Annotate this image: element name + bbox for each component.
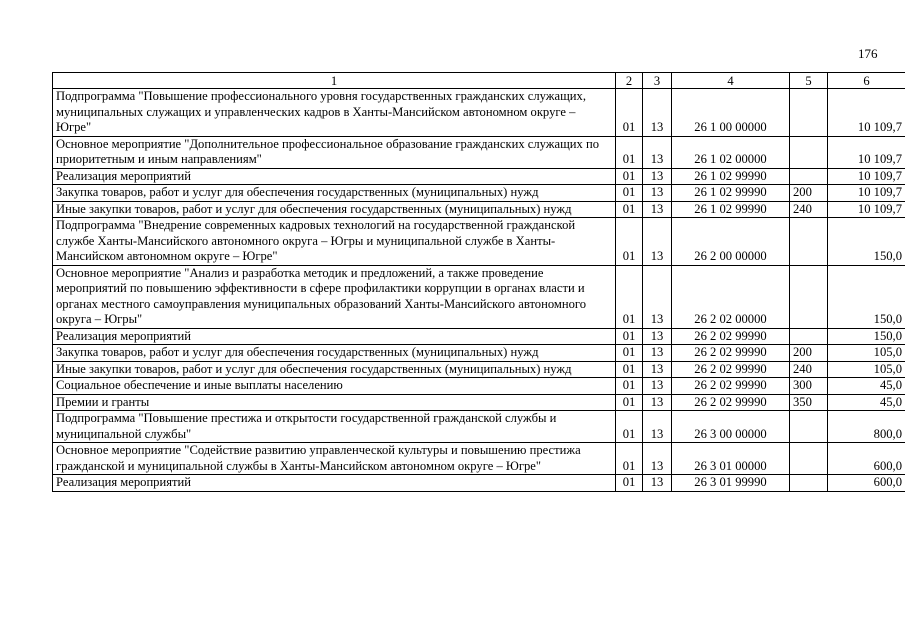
row-expense-type-cell: 350 xyxy=(790,394,828,411)
row-section-cell: 01 xyxy=(616,218,643,266)
table-row xyxy=(53,361,905,378)
row-subsection-cell: 13 xyxy=(643,185,672,202)
row-name-cell: Основное мероприятие "Анализ и разработка методик и предложений, а также проведение мероприятий по повышению эффективности в сфере профилактики коррупции в органах власти и органах местного самоуправления муниципальных образований Ханты-Мансийского автономного округа – Югры" xyxy=(53,265,616,328)
row-section-cell: 01 xyxy=(616,89,643,137)
column-header-6: 6 xyxy=(828,73,905,89)
row-section-cell: 01 xyxy=(616,185,643,202)
row-name-cell: Иные закупки товаров, работ и услуг для обеспечения государственных (муниципальных) нужд xyxy=(53,361,616,378)
column-header-4: 4 xyxy=(672,73,790,89)
row-section-cell: 01 xyxy=(616,328,643,345)
column-header-2: 2 xyxy=(616,73,643,89)
table-row xyxy=(53,185,905,202)
row-target-article-cell: 26 1 02 99990 xyxy=(672,185,790,202)
row-amount-cell: 105,0 xyxy=(828,361,905,378)
row-amount-cell: 10 109,7 xyxy=(828,201,905,218)
row-expense-type-cell xyxy=(790,89,828,137)
row-target-article-cell: 26 2 02 99990 xyxy=(672,345,790,362)
row-name-cell: Основное мероприятие "Содействие развитию управленческой культуры и повышению престижа гражданской и муниципальной службы в Ханты-Мансийском автономном округе – Югре" xyxy=(53,443,616,475)
row-target-article-cell: 26 2 02 99990 xyxy=(672,378,790,395)
row-name-cell: Иные закупки товаров, работ и услуг для обеспечения государственных (муниципальных) нужд xyxy=(53,201,616,218)
row-target-article-cell: 26 1 00 00000 xyxy=(672,89,790,137)
row-expense-type-cell: 240 xyxy=(790,361,828,378)
row-subsection-cell: 13 xyxy=(643,345,672,362)
row-expense-type-cell: 300 xyxy=(790,378,828,395)
row-expense-type-cell xyxy=(790,475,828,492)
row-subsection-cell: 13 xyxy=(643,411,672,443)
row-name-cell: Реализация мероприятий xyxy=(53,328,616,345)
table-row xyxy=(53,378,905,395)
row-expense-type-cell xyxy=(790,411,828,443)
row-subsection-cell: 13 xyxy=(643,361,672,378)
row-section-cell: 01 xyxy=(616,136,643,168)
row-expense-type-cell: 200 xyxy=(790,185,828,202)
table-header-row xyxy=(53,73,905,89)
row-target-article-cell: 26 2 00 00000 xyxy=(672,218,790,266)
row-expense-type-cell xyxy=(790,136,828,168)
table-body xyxy=(53,89,905,492)
row-target-article-cell: 26 1 02 00000 xyxy=(672,136,790,168)
row-subsection-cell: 13 xyxy=(643,136,672,168)
row-amount-cell: 10 109,7 xyxy=(828,136,905,168)
row-amount-cell: 150,0 xyxy=(828,328,905,345)
row-subsection-cell: 13 xyxy=(643,475,672,492)
table-row xyxy=(53,136,905,168)
row-name-cell: Подпрограмма "Внедрение современных кадровых технологий на государственной гражданской службе Ханты-Мансийского автономного округа – Югры и муниципальной службе в Ханты-Мансийском автономном округе – Югре" xyxy=(53,218,616,266)
budget-table xyxy=(52,72,905,492)
row-expense-type-cell xyxy=(790,443,828,475)
table-row xyxy=(53,218,905,266)
table-row xyxy=(53,201,905,218)
row-name-cell: Закупка товаров, работ и услуг для обеспечения государственных (муниципальных) нужд xyxy=(53,345,616,362)
row-subsection-cell: 13 xyxy=(643,168,672,185)
row-name-cell: Основное мероприятие "Дополнительное профессиональное образование гражданских служащих по приоритетным и иным направлениям" xyxy=(53,136,616,168)
row-section-cell: 01 xyxy=(616,201,643,218)
row-target-article-cell: 26 3 00 00000 xyxy=(672,411,790,443)
row-target-article-cell: 26 3 01 00000 xyxy=(672,443,790,475)
column-header-3: 3 xyxy=(643,73,672,89)
table-row xyxy=(53,89,905,137)
row-subsection-cell: 13 xyxy=(643,89,672,137)
row-amount-cell: 10 109,7 xyxy=(828,185,905,202)
row-subsection-cell: 13 xyxy=(643,201,672,218)
table-row xyxy=(53,475,905,492)
row-amount-cell: 600,0 xyxy=(828,443,905,475)
row-amount-cell: 45,0 xyxy=(828,394,905,411)
page-number: 176 xyxy=(858,46,878,61)
row-section-cell: 01 xyxy=(616,168,643,185)
row-expense-type-cell xyxy=(790,168,828,185)
row-amount-cell: 150,0 xyxy=(828,265,905,328)
row-section-cell: 01 xyxy=(616,265,643,328)
column-header-5: 5 xyxy=(790,73,828,89)
row-section-cell: 01 xyxy=(616,394,643,411)
row-amount-cell: 10 109,7 xyxy=(828,168,905,185)
row-subsection-cell: 13 xyxy=(643,378,672,395)
row-expense-type-cell: 200 xyxy=(790,345,828,362)
row-target-article-cell: 26 2 02 99990 xyxy=(672,328,790,345)
row-amount-cell: 150,0 xyxy=(828,218,905,266)
table-row xyxy=(53,265,905,328)
row-target-article-cell: 26 1 02 99990 xyxy=(672,201,790,218)
row-amount-cell: 10 109,7 xyxy=(828,89,905,137)
table-row xyxy=(53,328,905,345)
table-row xyxy=(53,411,905,443)
row-section-cell: 01 xyxy=(616,475,643,492)
column-header-1: 1 xyxy=(53,73,616,89)
row-section-cell: 01 xyxy=(616,443,643,475)
row-name-cell: Подпрограмма "Повышение профессионального уровня государственных гражданских служащих, муниципальных служащих и управленческих кадров в Ханты-Мансийском автономном округе – Югре" xyxy=(53,89,616,137)
row-subsection-cell: 13 xyxy=(643,328,672,345)
row-name-cell: Социальное обеспечение и иные выплаты населению xyxy=(53,378,616,395)
row-subsection-cell: 13 xyxy=(643,265,672,328)
row-section-cell: 01 xyxy=(616,345,643,362)
row-subsection-cell: 13 xyxy=(643,218,672,266)
row-target-article-cell: 26 1 02 99990 xyxy=(672,168,790,185)
table-row xyxy=(53,394,905,411)
row-name-cell: Реализация мероприятий xyxy=(53,475,616,492)
row-amount-cell: 800,0 xyxy=(828,411,905,443)
row-expense-type-cell xyxy=(790,218,828,266)
row-target-article-cell: 26 2 02 99990 xyxy=(672,394,790,411)
row-section-cell: 01 xyxy=(616,378,643,395)
table-row xyxy=(53,345,905,362)
row-section-cell: 01 xyxy=(616,411,643,443)
row-name-cell: Премии и гранты xyxy=(53,394,616,411)
row-name-cell: Закупка товаров, работ и услуг для обеспечения государственных (муниципальных) нужд xyxy=(53,185,616,202)
row-expense-type-cell: 240 xyxy=(790,201,828,218)
row-target-article-cell: 26 2 02 00000 xyxy=(672,265,790,328)
row-expense-type-cell xyxy=(790,328,828,345)
row-section-cell: 01 xyxy=(616,361,643,378)
row-amount-cell: 45,0 xyxy=(828,378,905,395)
row-name-cell: Подпрограмма "Повышение престижа и открытости государственной гражданской службы и муниципальной службы" xyxy=(53,411,616,443)
row-subsection-cell: 13 xyxy=(643,394,672,411)
row-amount-cell: 105,0 xyxy=(828,345,905,362)
row-amount-cell: 600,0 xyxy=(828,475,905,492)
row-subsection-cell: 13 xyxy=(643,443,672,475)
table-row xyxy=(53,443,905,475)
row-target-article-cell: 26 2 02 99990 xyxy=(672,361,790,378)
row-name-cell: Реализация мероприятий xyxy=(53,168,616,185)
row-expense-type-cell xyxy=(790,265,828,328)
table-row xyxy=(53,168,905,185)
row-target-article-cell: 26 3 01 99990 xyxy=(672,475,790,492)
